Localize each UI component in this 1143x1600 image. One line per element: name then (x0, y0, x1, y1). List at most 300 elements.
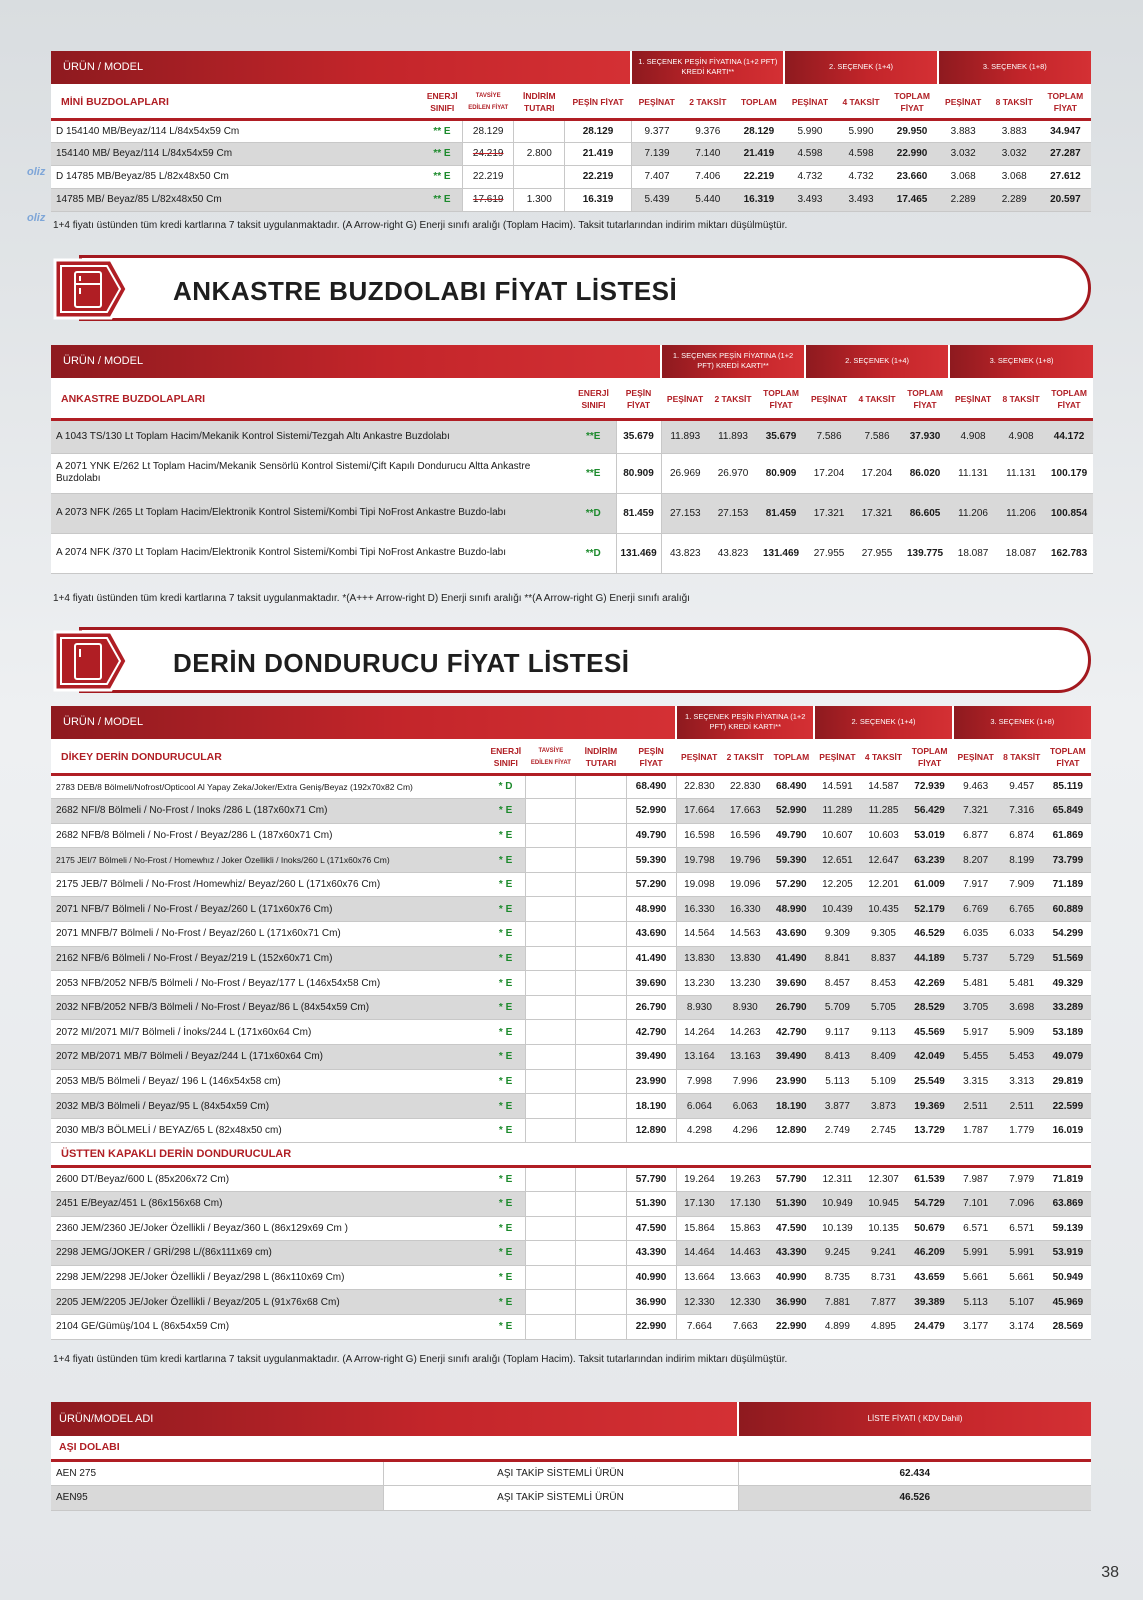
down-payment: 8.735 (814, 1265, 860, 1290)
total: 19.369 (907, 1094, 953, 1119)
down-payment: 7.101 (953, 1192, 999, 1217)
column-header-row (51, 740, 1091, 774)
discount (576, 1094, 626, 1119)
down-payment: 12.311 (814, 1167, 860, 1192)
down-payment: 2.289 (938, 188, 989, 211)
model-cell: 2682 NFB/8 Bölmeli / No-Frost / Beyaz/286 L (187x60x71 Cm) (51, 823, 486, 848)
down-payment: 12.330 (676, 1290, 722, 1315)
col-2taksit: 2 TAKSİT (682, 85, 733, 119)
total: 29.950 (887, 119, 938, 142)
discount (576, 1118, 626, 1143)
total: 46.209 (907, 1241, 953, 1266)
table-row (51, 419, 1093, 453)
energy-class: * E (486, 971, 526, 996)
installment: 6.571 (999, 1216, 1045, 1241)
down-payment: 11.131 (949, 453, 997, 493)
section-title: DERİN DONDURUCU FİYAT LİSTESİ (173, 648, 630, 678)
installment: 5.109 (860, 1069, 906, 1094)
table-row (51, 823, 1091, 848)
cash-price: 131.469 (616, 533, 661, 573)
down-payment: 10.139 (814, 1216, 860, 1241)
model-cell: D 154140 MB/Beyaz/114 L/84x54x59 Cm (51, 119, 422, 142)
option3-label: 3. SEÇENEK (1+8) (938, 51, 1091, 85)
urun-model-label: ÜRÜN / MODEL (51, 51, 631, 85)
col-toplam-fiyat: TOPLAM FİYAT (1045, 740, 1091, 774)
total: 65.849 (1045, 799, 1091, 824)
discount (576, 1314, 626, 1339)
down-payment: 13.164 (676, 1045, 722, 1070)
installment: 6.765 (999, 897, 1045, 922)
oliz-logo: oliz (27, 212, 46, 224)
mini-fridge-table (51, 51, 1091, 212)
table-row (51, 1020, 1091, 1045)
down-payment: 27.955 (805, 533, 853, 573)
installment: 14.563 (722, 922, 768, 947)
col-pesinat: PEŞİNAT (676, 740, 722, 774)
cash-price: 35.679 (616, 419, 661, 453)
recommended-price (526, 1020, 576, 1045)
col-4taksit: 4 TAKSİT (860, 740, 906, 774)
model-cell: 2682 NFI/8 Bölmeli / No-Frost / Inoks /286 L (187x60x71 Cm) (51, 799, 486, 824)
total: 57.290 (768, 872, 814, 897)
model-cell: 2072 MB/2071 MB/7 Bölmeli / Beyaz/244 L (171x60x64 Cm) (51, 1045, 486, 1070)
col-toplam-fiyat: TOPLAM FİYAT (887, 85, 938, 119)
down-payment: 7.139 (631, 142, 682, 165)
down-payment: 9.463 (953, 774, 999, 799)
total: 51.569 (1045, 946, 1091, 971)
recommended-price (526, 1192, 576, 1217)
energy-class: **E (571, 419, 616, 453)
total: 22.599 (1045, 1094, 1091, 1119)
energy-class: **D (571, 493, 616, 533)
installment: 8.409 (860, 1045, 906, 1070)
total: 54.299 (1045, 922, 1091, 947)
discount: 2.800 (514, 142, 565, 165)
total: 52.179 (907, 897, 953, 922)
installment: 4.732 (835, 165, 886, 188)
total: 37.930 (901, 419, 949, 453)
model-cell: 2032 MB/3 Bölmeli / Beyaz/95 L (84x54x59 Cm) (51, 1094, 486, 1119)
total: 61.009 (907, 872, 953, 897)
total: 59.390 (768, 848, 814, 873)
total: 16.319 (733, 188, 784, 211)
energy-class: **D (571, 533, 616, 573)
total: 49.790 (768, 823, 814, 848)
total: 81.459 (757, 493, 805, 533)
col-tavsiye: TAVSİYE EDİLEN FİYAT (463, 85, 514, 119)
recommended-price (526, 1290, 576, 1315)
table-header-row (51, 345, 1093, 379)
model-cell: A 2071 YNK E/262 Lt Toplam Hacim/Mekanik Sensörlü Kontrol Sistemi/Çift Kapılı Dondurucu Altta Ankastre Buzdolabı (51, 453, 571, 493)
recommended-price (526, 823, 576, 848)
installment: 13.163 (722, 1045, 768, 1070)
energy-class: * E (486, 1118, 526, 1143)
down-payment: 2.749 (814, 1118, 860, 1143)
total: 40.990 (768, 1265, 814, 1290)
cash-price: 80.909 (616, 453, 661, 493)
discount (576, 1192, 626, 1217)
recommended-price (463, 188, 514, 211)
total: 23.660 (887, 165, 938, 188)
table-row (51, 533, 1093, 573)
discount (576, 799, 626, 824)
cash-price: 18.190 (626, 1094, 676, 1119)
down-payment: 5.709 (814, 995, 860, 1020)
discount (576, 1167, 626, 1192)
recommended-price-value: 28.129 (472, 125, 504, 137)
down-payment: 14.464 (676, 1241, 722, 1266)
installment: 4.908 (997, 419, 1045, 453)
installment: 6.874 (999, 823, 1045, 848)
installment: 13.830 (722, 946, 768, 971)
installment: 12.647 (860, 848, 906, 873)
total: 80.909 (757, 453, 805, 493)
table-row (51, 1460, 1091, 1485)
total: 29.819 (1045, 1069, 1091, 1094)
installment: 8.837 (860, 946, 906, 971)
model-cell: 2783 DEB/8 Bölmeli/Nofrost/Opticool Al Yapay Zeka/Joker/Extra Geniş/Beyaz (192x70x82 Cm) (51, 774, 486, 799)
col-toplam: TOPLAM (768, 740, 814, 774)
down-payment: 8.207 (953, 848, 999, 873)
recommended-price (526, 848, 576, 873)
total: 53.019 (907, 823, 953, 848)
total: 28.129 (733, 119, 784, 142)
total: 16.019 (1045, 1118, 1091, 1143)
total: 17.465 (887, 188, 938, 211)
option1-label: 1. SEÇENEK PEŞİN FİYATINA (1+2 PFT) KREDİ KARTI** (631, 51, 784, 85)
col-indirim: İNDİRİM TUTARI (576, 740, 626, 774)
down-payment: 10.949 (814, 1192, 860, 1217)
down-payment: 9.309 (814, 922, 860, 947)
installment: 7.316 (999, 799, 1045, 824)
installment: 10.603 (860, 823, 906, 848)
installment: 17.204 (853, 453, 901, 493)
energy-class: * E (486, 1241, 526, 1266)
recommended-price (463, 119, 514, 142)
total: 48.990 (768, 897, 814, 922)
installment: 6.063 (722, 1094, 768, 1119)
down-payment: 17.130 (676, 1192, 722, 1217)
recommended-price (526, 799, 576, 824)
col-toplam-fiyat: TOPLAM FİYAT (907, 740, 953, 774)
down-payment: 18.087 (949, 533, 997, 573)
total: 28.569 (1045, 1314, 1091, 1339)
category-label: MİNİ BUZDOLAPLARI (51, 85, 422, 119)
cash-price: 16.319 (565, 188, 631, 211)
model-cell: 2298 JEM/2298 JE/Joker Özellikli / Beyaz/298 L (86x110x69 Cm) (51, 1265, 486, 1290)
discount (576, 1045, 626, 1070)
table-row (51, 1290, 1091, 1315)
down-payment: 14.591 (814, 774, 860, 799)
energy-class: * E (486, 1290, 526, 1315)
total: 86.020 (901, 453, 949, 493)
installment: 11.893 (709, 419, 757, 453)
down-payment: 4.598 (784, 142, 835, 165)
down-payment: 6.877 (953, 823, 999, 848)
down-payment: 4.298 (676, 1118, 722, 1143)
total: 22.990 (768, 1314, 814, 1339)
down-payment: 27.153 (661, 493, 709, 533)
energy-class: * E (486, 1216, 526, 1241)
list-price: 46.526 (738, 1485, 1091, 1510)
model-cell: 2205 JEM/2205 JE/Joker Özellikli / Beyaz/205 L (91x76x68 Cm) (51, 1290, 486, 1315)
total: 35.679 (757, 419, 805, 453)
energy-class: * E (486, 1069, 526, 1094)
table-row (51, 1094, 1091, 1119)
col-8taksit: 8 TAKSİT (999, 740, 1045, 774)
down-payment: 9.117 (814, 1020, 860, 1045)
installment: 10.135 (860, 1216, 906, 1241)
energy-class: * E (486, 946, 526, 971)
installment: 9.457 (999, 774, 1045, 799)
installment: 5.909 (999, 1020, 1045, 1045)
cash-price: 59.390 (626, 848, 676, 873)
total: 12.890 (768, 1118, 814, 1143)
model-cell: 2298 JEMG/JOKER / GRİ/298 L/(86x111x69 cm) (51, 1241, 486, 1266)
model-cell: 2175 JEI/7 Bölmeli / No-Frost / Homewhız / Joker Özellikli / Inoks/260 L (171x60x76 Cm) (51, 848, 486, 873)
down-payment: 3.068 (938, 165, 989, 188)
installment: 9.241 (860, 1241, 906, 1266)
installment: 2.289 (989, 188, 1040, 211)
total: 44.189 (907, 946, 953, 971)
cash-price: 26.790 (626, 995, 676, 1020)
table-row (51, 946, 1091, 971)
total: 49.079 (1045, 1045, 1091, 1070)
energy-class: * E (486, 1192, 526, 1217)
down-payment: 3.177 (953, 1314, 999, 1339)
installment: 17.130 (722, 1192, 768, 1217)
down-payment: 2.511 (953, 1094, 999, 1119)
col-enerji: ENERJİ SINIFI (571, 379, 616, 419)
total: 33.289 (1045, 995, 1091, 1020)
option2-label: 2. SEÇENEK (1+4) (784, 51, 937, 85)
total: 18.190 (768, 1094, 814, 1119)
discount (576, 1216, 626, 1241)
total: 51.390 (768, 1192, 814, 1217)
energy-class: * E (486, 1045, 526, 1070)
down-payment: 17.664 (676, 799, 722, 824)
installment: 7.979 (999, 1167, 1045, 1192)
ankastre-note: 1+4 fiyatı üstünden tüm kredi kartlarına 7 taksit uygulanmaktadır. *(A+++ Arrow-right D) Enerji sınıfı aralığı **(A Arrow-right G) Enerji sınıfı aralığı (53, 593, 690, 604)
total: 131.469 (757, 533, 805, 573)
down-payment: 9.377 (631, 119, 682, 142)
oliz-logo: oliz (27, 166, 46, 178)
model-cell: 2030 MB/3 BÖLMELİ / BEYAZ/65 L (82x48x50 cm) (51, 1118, 486, 1143)
down-payment: 5.991 (953, 1241, 999, 1266)
table-header-row (51, 51, 1091, 85)
column-header-row (51, 379, 1093, 419)
recommended-price-value: 24.219 (472, 148, 504, 159)
cash-price: 36.990 (626, 1290, 676, 1315)
list-price: 62.434 (738, 1460, 1091, 1485)
installment: 3.032 (989, 142, 1040, 165)
recommended-price (526, 1216, 576, 1241)
recommended-price (526, 1069, 576, 1094)
col-tavsiye: TAVSİYE EDİLEN FİYAT (526, 740, 576, 774)
recommended-price (526, 774, 576, 799)
down-payment: 43.823 (661, 533, 709, 573)
down-payment: 6.064 (676, 1094, 722, 1119)
fridge-icon (51, 252, 131, 326)
down-payment: 5.737 (953, 946, 999, 971)
recommended-price (463, 142, 514, 165)
down-payment: 7.321 (953, 799, 999, 824)
discount (576, 1241, 626, 1266)
down-payment: 11.893 (661, 419, 709, 453)
down-payment: 7.998 (676, 1069, 722, 1094)
total: 100.179 (1045, 453, 1093, 493)
recommended-price (526, 971, 576, 996)
installment: 43.823 (709, 533, 757, 573)
total: 41.490 (768, 946, 814, 971)
discount: 1.300 (514, 188, 565, 211)
total: 28.529 (907, 995, 953, 1020)
energy-class: * E (486, 922, 526, 947)
down-payment: 12.205 (814, 872, 860, 897)
installment: 7.663 (722, 1314, 768, 1339)
recommended-price (526, 1241, 576, 1266)
col-toplam-fiyat: TOPLAM FİYAT (757, 379, 805, 419)
down-payment: 3.877 (814, 1094, 860, 1119)
installment: 8.731 (860, 1265, 906, 1290)
model-cell: 2072 MI/2071 MI/7 Bölmeli / İnoks/244 L (171x60x64 Cm) (51, 1020, 486, 1045)
installment: 5.481 (999, 971, 1045, 996)
installment: 8.199 (999, 848, 1045, 873)
description: AŞI TAKİP SİSTEMLİ ÜRÜN (383, 1485, 738, 1510)
cash-price: 57.290 (626, 872, 676, 897)
down-payment: 4.908 (949, 419, 997, 453)
down-payment: 17.321 (805, 493, 853, 533)
energy-class: ** E (422, 142, 463, 165)
cash-price: 22.990 (626, 1314, 676, 1339)
table-row (51, 1485, 1091, 1510)
category-label: DİKEY DERİN DONDURUCULAR (51, 740, 486, 774)
down-payment: 3.032 (938, 142, 989, 165)
down-payment: 16.330 (676, 897, 722, 922)
energy-class: * E (486, 1314, 526, 1339)
down-payment: 11.206 (949, 493, 997, 533)
energy-class: * E (486, 1020, 526, 1045)
recommended-price (463, 165, 514, 188)
down-payment: 7.407 (631, 165, 682, 188)
discount (576, 823, 626, 848)
total: 100.854 (1045, 493, 1093, 533)
down-payment: 12.651 (814, 848, 860, 873)
installment: 3.493 (835, 188, 886, 211)
model-cell: 154140 MB/ Beyaz/114 L/84x54x59 Cm (51, 142, 422, 165)
recommended-price (526, 995, 576, 1020)
installment: 7.096 (999, 1192, 1045, 1217)
model-cell: 2175 JEB/7 Bölmeli / No-Frost /Homewhiz/ Beyaz/260 L (171x60x76 Cm) (51, 872, 486, 897)
installment: 5.453 (999, 1045, 1045, 1070)
cash-price: 52.990 (626, 799, 676, 824)
down-payment: 14.564 (676, 922, 722, 947)
cash-price: 12.890 (626, 1118, 676, 1143)
col-pesinat: PEŞİNAT (949, 379, 997, 419)
table-row (51, 119, 1091, 142)
cash-price: 48.990 (626, 897, 676, 922)
discount (576, 995, 626, 1020)
installment: 27.153 (709, 493, 757, 533)
total: 21.419 (733, 142, 784, 165)
col-toplam-fiyat: TOPLAM FİYAT (1040, 85, 1091, 119)
table-row (51, 1069, 1091, 1094)
cash-price: 57.790 (626, 1167, 676, 1192)
total: 59.139 (1045, 1216, 1091, 1241)
total: 39.690 (768, 971, 814, 996)
down-payment: 4.899 (814, 1314, 860, 1339)
description: AŞI TAKİP SİSTEMLİ ÜRÜN (383, 1460, 738, 1485)
table-row (51, 142, 1091, 165)
recommended-price (526, 1045, 576, 1070)
recommended-price (526, 1118, 576, 1143)
total: 46.529 (907, 922, 953, 947)
installment: 7.406 (682, 165, 733, 188)
model-cell: A 2073 NFK /265 Lt Toplam Hacim/Elektronik Kontrol Sistemi/Kombi Tipi NoFrost Ankastre Buzdo-labı (51, 493, 571, 533)
table-row (51, 1265, 1091, 1290)
down-payment: 15.864 (676, 1216, 722, 1241)
table-row (51, 1314, 1091, 1339)
col-pesin: PEŞİN FİYAT (626, 740, 676, 774)
mini-note: 1+4 fiyatı üstünden tüm kredi kartlarına 7 taksit uygulanmaktadır. (A Arrow-right G) Enerji sınıfı aralığı (Toplam Hacim). Taksit tutarlarından indirim miktarı düşülmüştür. (53, 220, 788, 231)
category-label: ANKASTRE BUZDOLAPLARI (51, 379, 571, 419)
installment: 11.285 (860, 799, 906, 824)
model-cell: 2032 NFB/2052 NFB/3 Bölmeli / No-Frost / Beyaz/86 L (84x54x59 Cm) (51, 995, 486, 1020)
total: 85.119 (1045, 774, 1091, 799)
installment: 7.996 (722, 1069, 768, 1094)
cash-price: 40.990 (626, 1265, 676, 1290)
installment: 3.068 (989, 165, 1040, 188)
discount (514, 119, 565, 142)
down-payment: 6.769 (953, 897, 999, 922)
column-header-row (51, 85, 1091, 119)
energy-class: * E (486, 1265, 526, 1290)
col-pesinat: PEŞİNAT (814, 740, 860, 774)
energy-class: * E (486, 848, 526, 873)
col-enerji: ENERJİ SINIFI (486, 740, 526, 774)
down-payment: 4.732 (784, 165, 835, 188)
installment: 16.330 (722, 897, 768, 922)
total: 43.390 (768, 1241, 814, 1266)
down-payment: 14.264 (676, 1020, 722, 1045)
col-4taksit: 4 TAKSİT (835, 85, 886, 119)
table-row (51, 1216, 1091, 1241)
installment: 7.140 (682, 142, 733, 165)
installment: 26.970 (709, 453, 757, 493)
installment: 17.321 (853, 493, 901, 533)
ankastre-table (51, 345, 1091, 574)
discount (576, 848, 626, 873)
table-row (51, 897, 1091, 922)
total: 61.869 (1045, 823, 1091, 848)
table-row (51, 922, 1091, 947)
urun-model-label: ÜRÜN / MODEL (51, 706, 676, 740)
cash-price: 81.459 (616, 493, 661, 533)
total: 68.490 (768, 774, 814, 799)
recommended-price-value: 17.619 (472, 194, 504, 205)
table-row (51, 872, 1091, 897)
cash-price: 42.790 (626, 1020, 676, 1045)
total: 44.172 (1045, 419, 1093, 453)
recommended-price (526, 922, 576, 947)
total: 52.990 (768, 799, 814, 824)
down-payment: 13.830 (676, 946, 722, 971)
installment: 5.705 (860, 995, 906, 1020)
table-row (51, 1241, 1091, 1266)
down-payment: 17.204 (805, 453, 853, 493)
installment: 10.945 (860, 1192, 906, 1217)
energy-class: * E (486, 1167, 526, 1192)
